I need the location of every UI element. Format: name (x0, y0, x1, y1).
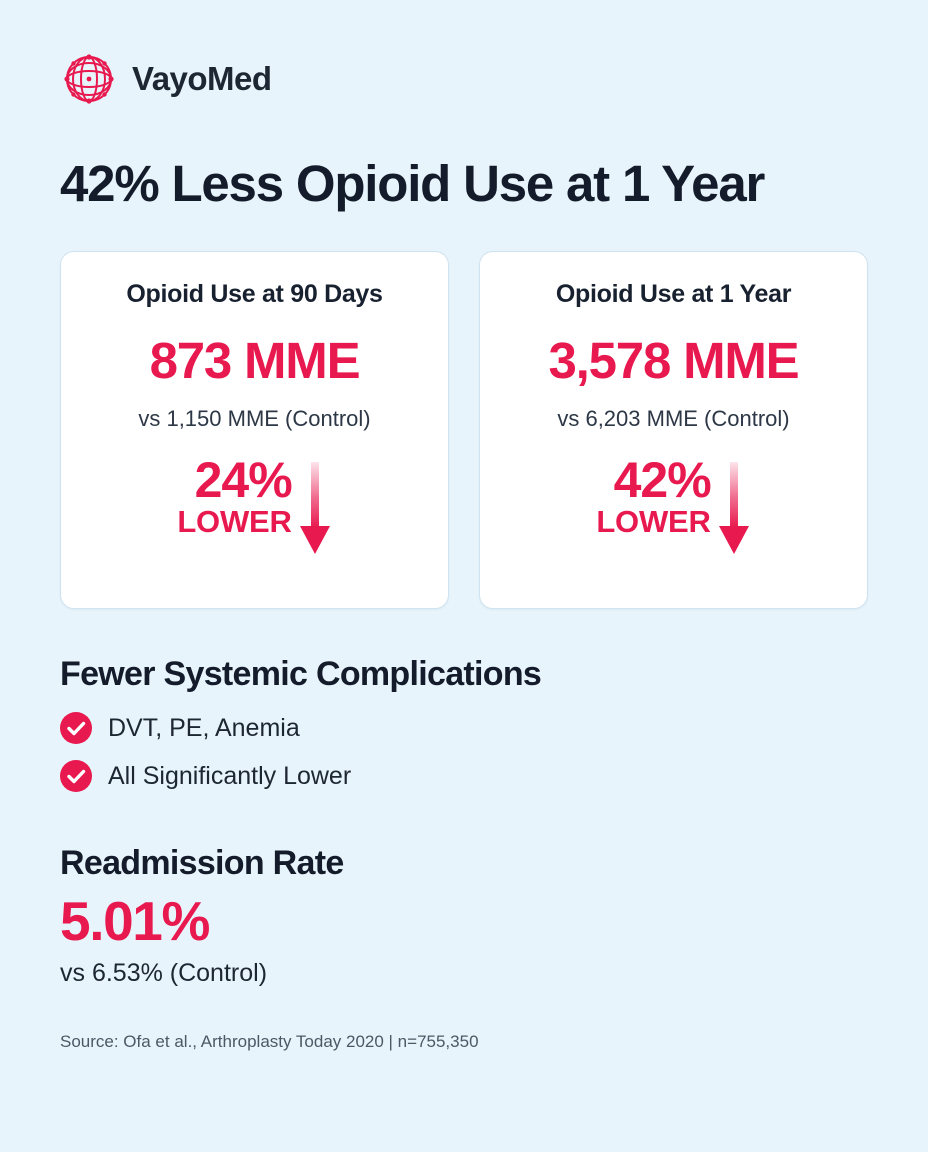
readmission-title: Readmission Rate (60, 844, 344, 883)
readmission-comparison: vs 6.53% (Control) (60, 958, 268, 987)
readmission-value: 5.01% (60, 890, 209, 953)
stat-card-delta-word: LOWER (177, 504, 292, 540)
list-item (60, 760, 868, 792)
sphere-lattice-icon (60, 50, 118, 108)
stat-card-delta (496, 452, 851, 556)
stat-card-value: 3,578 MME (548, 332, 799, 390)
readmission-section (60, 844, 868, 988)
complications-section (60, 655, 868, 792)
stat-card-comparison: vs 1,150 MME (Control) (138, 406, 371, 432)
check-circle-icon (60, 712, 92, 744)
brand-header (60, 48, 868, 110)
stat-card-delta-text (177, 452, 292, 540)
page-title: 42% Less Opioid Use at 1 Year (60, 155, 765, 212)
list-item-label: All Significantly Lower (108, 761, 352, 790)
stat-card-90-days (60, 251, 449, 609)
stat-card-delta-percent: 24% (194, 452, 292, 509)
list-item-label: DVT, PE, Anemia (108, 713, 300, 742)
stat-card-delta-text (596, 452, 711, 540)
down-arrow-icon (717, 460, 751, 556)
stat-card-value: 873 MME (149, 332, 360, 390)
stat-card-comparison: vs 6,203 MME (Control) (557, 406, 790, 432)
down-arrow-icon (298, 460, 332, 556)
complications-list (60, 712, 868, 792)
check-circle-icon (60, 760, 92, 792)
list-item (60, 712, 868, 744)
stat-card-delta-percent: 42% (613, 452, 711, 509)
stat-card-group (60, 251, 868, 609)
stat-card-title: Opioid Use at 1 Year (555, 280, 792, 309)
source-citation: Source: Ofa et al., Arthroplasty Today 2020 | n=755,350 (60, 1031, 479, 1051)
stat-card-delta-word: LOWER (596, 504, 711, 540)
complications-title: Fewer Systemic Complications (60, 655, 542, 694)
stat-card-delta (77, 452, 432, 556)
stat-card-title: Opioid Use at 90 Days (126, 280, 383, 309)
brand-name: VayoMed (132, 60, 272, 97)
stat-card-1-year (479, 251, 868, 609)
